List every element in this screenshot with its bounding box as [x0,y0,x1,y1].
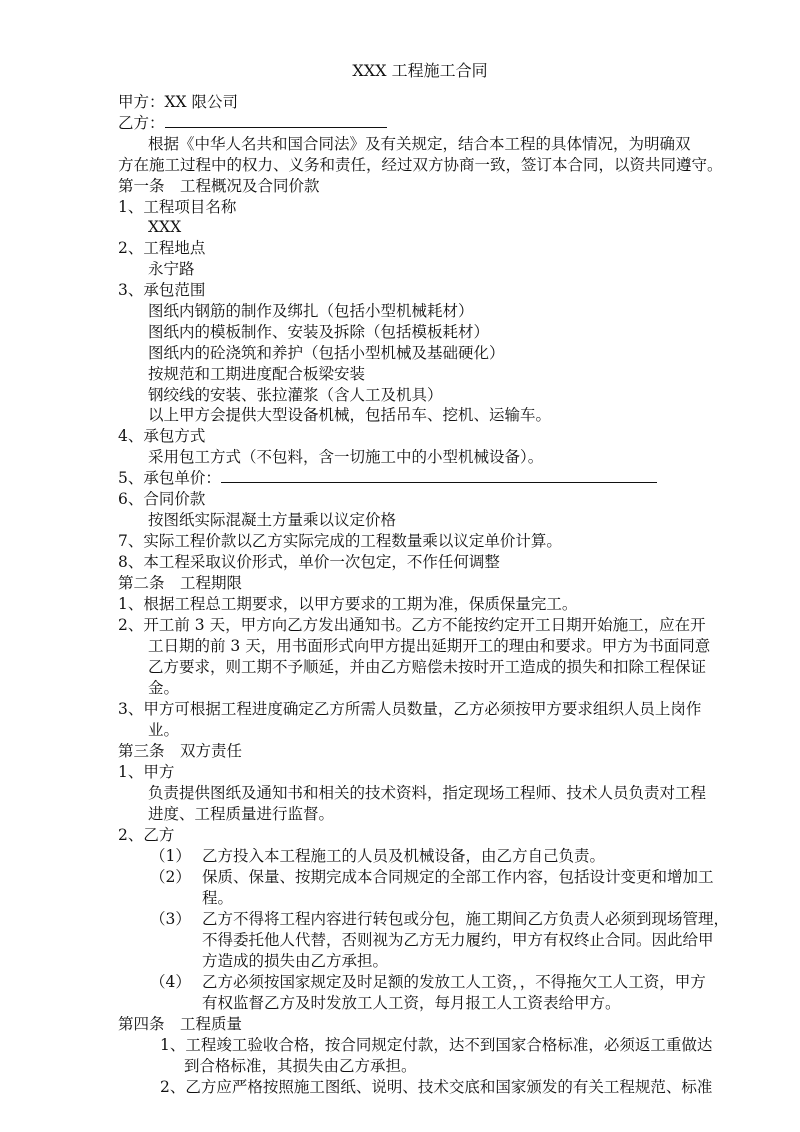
a3-item-1-line-1: 负责提供图纸及通知书和相关的技术资料，指定现场工程师、技术人员负责对工程 [148,784,707,802]
article-4-heading: 第四条 工程质量 [118,1015,243,1033]
a4-item-1-line-2: 到合格标准，其损失由乙方承担。 [184,1057,417,1075]
a1-item-6-value: 按图纸实际混凝土方量乘以议定价格 [148,511,397,529]
party-b-line [118,113,387,133]
sub-item-line: 乙方必须按国家规定及时足额的发放工人工资，，不得拖欠工人工资，甲方 [202,973,706,991]
sub-item-line: 保质、保量、按期完成本合同规定的全部工作内容，包括设计变更和增加工 [202,868,714,886]
a1-item-2-value: 永宁路 [148,260,195,278]
a2-item-2-line-3: 乙方要求，则工期不予顺延，并由乙方赔偿未按时开工造成的损失和扣除工程保证 [148,658,707,676]
a1-item-8: 8、本工程采取议价形式，单价一次包定，不作任何调整 [118,553,500,571]
party-b-label: 乙方： [118,114,165,132]
intro-line-2: 方在施工过程中的权力、义务和责任，经过双方协商一致，签订本合同，以资共同遵守。 [118,156,723,174]
a1-item-1: 1、工程项目名称 [118,198,237,216]
a1-item-5: 5、承包单价： [118,469,221,487]
scope-line: 按规范和工期进度配合板梁安装 [148,365,366,383]
a2-item-2-line-2: 工日期的前 3 天，用书面形式向甲方提出延期开工的理由和要求。甲方为书面同意 [148,637,711,655]
a2-item-1: 1、根据工程总工期要求，以甲方要求的工期为准，保质保量完工。 [118,595,578,613]
sub-item-number: （1） [150,847,191,865]
a3-item-1-line-2: 进度、工程质量进行监督。 [148,805,335,823]
scope-line: 以上甲方会提供大型设备机械，包括吊车、挖机、运输车。 [148,406,552,424]
sub-item-number: （3） [150,910,191,928]
scope-line: 图纸内的砼浇筑和养护（包括小型机械及基础硬化） [148,344,505,362]
scope-line: 图纸内的模板制作、安装及拆除（包括模板耗材） [148,323,490,341]
scope-line: 图纸内钢筋的制作及绑扎（包括小型机械耗材） [148,302,474,320]
a4-item-2: 2、乙方应严格按照施工图纸、说明、技术交底和国家颁发的有关工程规范、标准 [160,1078,713,1096]
article-2-heading: 第二条 工程期限 [118,574,243,592]
a2-item-2-line-4: 金。 [148,679,180,697]
intro-line-1: 根据《中华人名共和国合同法》及有关规定，结合本工程的具体情况，为明确双 [148,135,691,153]
a4-item-1-line-1: 1、工程竣工验收合格，按合同规定付款，达不到国家合格标准，必须返工重做达 [160,1036,713,1054]
document-title: XXX 工程施工合同 [352,61,488,80]
sub-item-line: 方造成的损失由乙方承担。 [202,952,389,970]
sub-item-line: 不得委托他人代替，否则视为乙方无力履约，甲方有权终止合同。因此给甲 [202,931,714,949]
article-3-heading: 第三条 双方责任 [118,742,243,760]
a1-item-7: 7、实际工程价款以乙方实际完成的工程数量乘以议定单价计算。 [118,532,562,550]
party-b-blank [165,113,387,128]
a3-item-2: 2、乙方 [118,826,175,844]
sub-item-line: 乙方不得将工程内容进行转包或分包，施工期间乙方负责人必须到现场管理， [202,910,730,928]
a3-item-1: 1、甲方 [118,763,175,781]
scope-line: 钢绞线的安装、张拉灌浆（含人工及机具） [148,386,443,404]
sub-item-number: （4） [150,973,191,991]
a2-item-2-line-1: 2、开工前 3 天，甲方向乙方发出通知书。乙方不能按约定开工日期开始施工，应在开 [118,616,706,634]
party-a: 甲方：XX 限公司 [118,93,238,111]
article-1-heading: 第一条 工程概况及合同价款 [118,177,320,195]
a1-item-4: 4、承包方式 [118,427,206,445]
sub-item-line: 有权监督乙方及时发放工人工资，每月报工人工资表给甲方。 [202,994,621,1012]
unit-price-blank [221,468,657,483]
a1-item-5-line [118,468,657,488]
a1-item-2: 2、工程地点 [118,239,206,257]
sub-item-number: （2） [150,868,191,886]
a1-item-3: 3、承包范围 [118,281,206,299]
sub-item-line: 乙方投入本工程施工的人员及机械设备，由乙方自己负责。 [202,847,606,865]
a1-item-1-value: XXX [148,218,182,236]
a1-item-6: 6、合同价款 [118,490,206,508]
a2-item-3-line-2: 业。 [148,721,180,739]
a2-item-3-line-1: 3、甲方可根据工程进度确定乙方所需人员数量，乙方必须按甲方要求组织人员上岗作 [118,700,702,718]
a1-item-4-value: 采用包工方式（不包料，含一切施工中的小型机械设备）。 [148,448,544,466]
sub-item-line: 程。 [202,889,234,907]
